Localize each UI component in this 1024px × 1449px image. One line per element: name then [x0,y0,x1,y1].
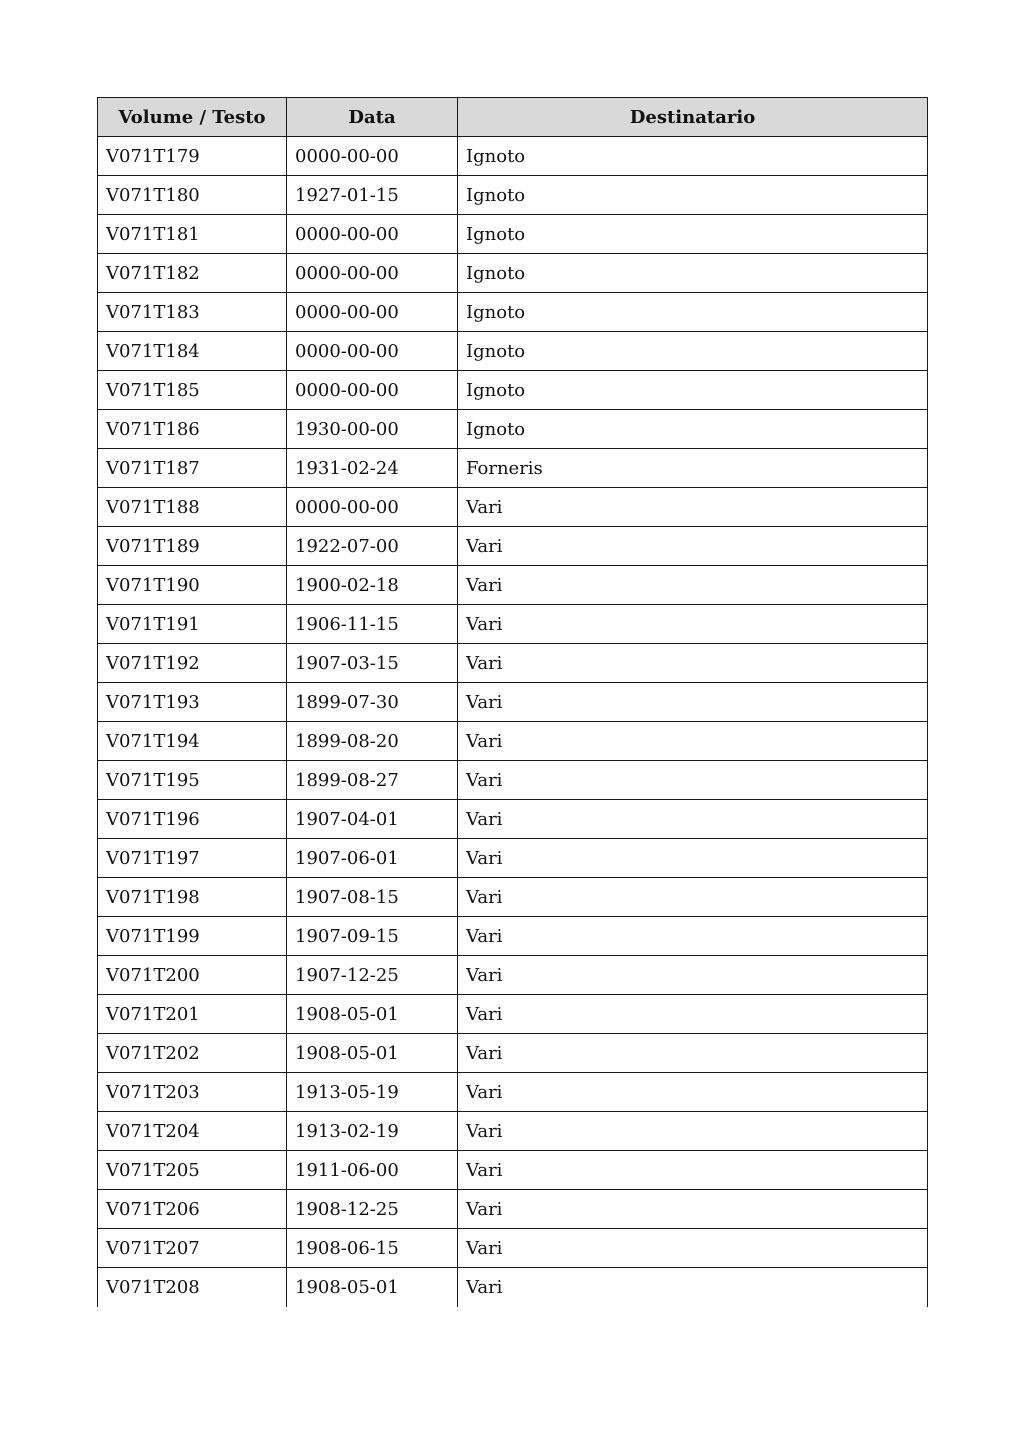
cell-volume-testo: V071T196 [98,800,287,839]
cell-volume-testo: V071T198 [98,878,287,917]
cell-data: 1922-07-00 [287,527,458,566]
cell-data: 1899-08-27 [287,761,458,800]
cell-data: 1899-08-20 [287,722,458,761]
cell-destinatario: Ignoto [458,371,928,410]
cell-volume-testo: V071T188 [98,488,287,527]
cell-volume-testo: V071T183 [98,293,287,332]
cell-destinatario: Vari [458,800,928,839]
cell-volume-testo: V071T202 [98,1034,287,1073]
header-row [98,98,928,137]
cell-volume-testo: V071T208 [98,1268,287,1307]
cell-destinatario: Vari [458,683,928,722]
table-header [98,98,928,137]
cell-data: 1899-07-30 [287,683,458,722]
cell-volume-testo: V071T181 [98,215,287,254]
cell-destinatario: Forneris [458,449,928,488]
cell-volume-testo: V071T184 [98,332,287,371]
cell-destinatario: Vari [458,878,928,917]
column-header-volume-testo: Volume / Testo [98,98,287,137]
cell-destinatario: Vari [458,722,928,761]
cell-data: 1927-01-15 [287,176,458,215]
column-header-destinatario: Destinatario [458,98,928,137]
cell-data: 1907-08-15 [287,878,458,917]
table-body [98,137,928,1307]
cell-destinatario: Ignoto [458,176,928,215]
table-row [98,683,928,722]
cell-volume-testo: V071T195 [98,761,287,800]
table-row [98,566,928,605]
table-row [98,1112,928,1151]
cell-destinatario: Vari [458,839,928,878]
table-row [98,215,928,254]
cell-destinatario: Ignoto [458,215,928,254]
cell-volume-testo: V071T189 [98,527,287,566]
table-row [98,1034,928,1073]
cell-data: 0000-00-00 [287,137,458,176]
cell-destinatario: Vari [458,1268,928,1307]
table-row [98,293,928,332]
table-row [98,1268,928,1307]
cell-volume-testo: V071T180 [98,176,287,215]
column-header-data: Data [287,98,458,137]
cell-data: 0000-00-00 [287,293,458,332]
cell-data: 1907-09-15 [287,917,458,956]
cell-destinatario: Ignoto [458,332,928,371]
cell-volume-testo: V071T199 [98,917,287,956]
cell-volume-testo: V071T186 [98,410,287,449]
cell-data: 0000-00-00 [287,488,458,527]
cell-data: 0000-00-00 [287,215,458,254]
cell-data: 1908-05-01 [287,1034,458,1073]
cell-destinatario: Vari [458,1034,928,1073]
table-row [98,1073,928,1112]
records-table [97,97,928,1307]
cell-destinatario: Ignoto [458,254,928,293]
cell-data: 0000-00-00 [287,371,458,410]
cell-destinatario: Vari [458,1229,928,1268]
cell-destinatario: Vari [458,1151,928,1190]
cell-volume-testo: V071T201 [98,995,287,1034]
cell-destinatario: Vari [458,527,928,566]
cell-volume-testo: V071T185 [98,371,287,410]
cell-destinatario: Vari [458,761,928,800]
cell-volume-testo: V071T190 [98,566,287,605]
cell-volume-testo: V071T200 [98,956,287,995]
table-row [98,254,928,293]
cell-volume-testo: V071T206 [98,1190,287,1229]
cell-volume-testo: V071T205 [98,1151,287,1190]
cell-data: 1911-06-00 [287,1151,458,1190]
cell-destinatario: Vari [458,1112,928,1151]
table-row [98,410,928,449]
cell-data: 0000-00-00 [287,254,458,293]
cell-destinatario: Ignoto [458,293,928,332]
cell-data: 1900-02-18 [287,566,458,605]
cell-data: 1908-05-01 [287,995,458,1034]
cell-volume-testo: V071T194 [98,722,287,761]
table-row [98,644,928,683]
table-row [98,995,928,1034]
table-row [98,371,928,410]
table-row [98,1151,928,1190]
cell-volume-testo: V071T187 [98,449,287,488]
cell-volume-testo: V071T193 [98,683,287,722]
cell-volume-testo: V071T191 [98,605,287,644]
cell-destinatario: Ignoto [458,410,928,449]
cell-data: 1930-00-00 [287,410,458,449]
table-row [98,1229,928,1268]
table-row [98,761,928,800]
cell-volume-testo: V071T192 [98,644,287,683]
cell-data: 0000-00-00 [287,332,458,371]
table-row [98,332,928,371]
cell-destinatario: Vari [458,1190,928,1229]
cell-destinatario: Vari [458,488,928,527]
cell-destinatario: Vari [458,566,928,605]
table-row [98,722,928,761]
table-row [98,878,928,917]
table-row [98,800,928,839]
cell-data: 1907-12-25 [287,956,458,995]
cell-volume-testo: V071T197 [98,839,287,878]
table-row [98,917,928,956]
cell-volume-testo: V071T179 [98,137,287,176]
table-row [98,956,928,995]
cell-volume-testo: V071T204 [98,1112,287,1151]
cell-destinatario: Vari [458,605,928,644]
cell-data: 1906-11-15 [287,605,458,644]
cell-data: 1908-06-15 [287,1229,458,1268]
cell-destinatario: Vari [458,995,928,1034]
table-row [98,839,928,878]
table-row [98,137,928,176]
cell-data: 1908-12-25 [287,1190,458,1229]
cell-data: 1931-02-24 [287,449,458,488]
cell-destinatario: Vari [458,917,928,956]
table-row [98,527,928,566]
cell-destinatario: Vari [458,1073,928,1112]
cell-data: 1907-03-15 [287,644,458,683]
cell-data: 1913-05-19 [287,1073,458,1112]
table-row [98,605,928,644]
cell-volume-testo: V071T207 [98,1229,287,1268]
cell-data: 1913-02-19 [287,1112,458,1151]
table-row [98,1190,928,1229]
cell-data: 1908-05-01 [287,1268,458,1307]
cell-data: 1907-04-01 [287,800,458,839]
cell-destinatario: Vari [458,644,928,683]
cell-destinatario: Vari [458,956,928,995]
table-row [98,176,928,215]
cell-data: 1907-06-01 [287,839,458,878]
cell-volume-testo: V071T182 [98,254,287,293]
table-row [98,449,928,488]
cell-destinatario: Ignoto [458,137,928,176]
cell-volume-testo: V071T203 [98,1073,287,1112]
table-row [98,488,928,527]
